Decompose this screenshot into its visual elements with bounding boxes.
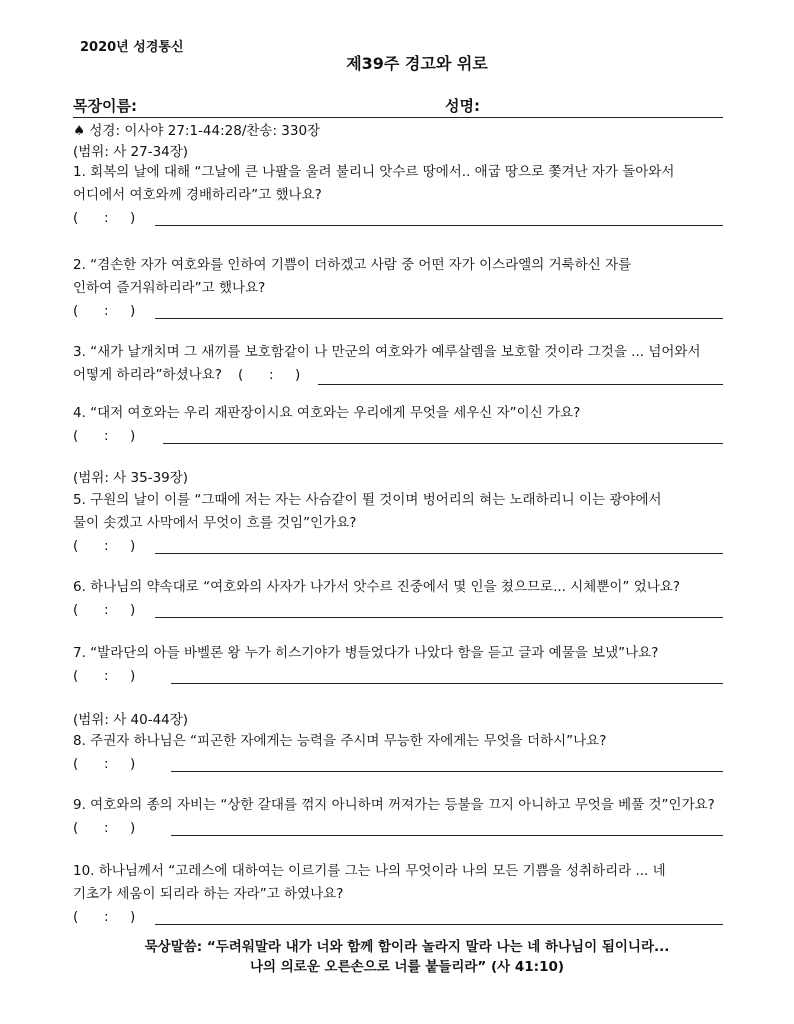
answer-reference-field[interactable]: ( : ) (73, 602, 136, 618)
question-text: 6. 하나님의 약속대로 “여호와의 사자가 나가서 앗수르 진중에서 몇 인을 쳤으므로... 시체뿐이” 었나요? (73, 579, 681, 595)
question-7 (73, 642, 723, 688)
answer-line[interactable] (318, 384, 723, 385)
answer-reference-field[interactable]: ( : ) (73, 210, 136, 226)
question-text: 7. “발라단의 아들 바벨론 왕 누가 히스기야가 병들었다가 나았다 함을 듣고 글과 예물을 보냈”나요? (73, 645, 659, 661)
question-text: 5. 구원의 날이 이를 “그때에 저는 자는 사슴같이 뛸 것이며 벙어리의 혀는 노래하리니 이는 광야에서 (73, 492, 662, 508)
question-text: 기초가 세움이 되리라 하는 자라”고 하였나요? (73, 886, 344, 902)
answer-reference-field[interactable]: ( : ) (73, 428, 136, 444)
question-6 (73, 576, 723, 622)
answer-line[interactable] (171, 771, 723, 772)
answer-row (73, 425, 723, 448)
question-8 (73, 730, 723, 776)
question-3 (73, 341, 723, 387)
answer-reference-field[interactable]: ( : ) (73, 303, 136, 319)
answer-row (73, 207, 723, 230)
question-text: 인하여 즐거워하리라”고 했나요? (73, 280, 266, 296)
answer-row (73, 906, 723, 929)
question-9 (73, 794, 723, 840)
question-4 (73, 402, 723, 448)
answer-row (73, 753, 723, 776)
question-text: 어떻게 하리라”하셨나요? (73, 367, 222, 383)
answer-line[interactable] (155, 553, 723, 554)
question-text: 물이 솟겠고 사막에서 무엇이 흐를 것임”인가요? (73, 515, 357, 531)
section-range-1: (범위: 사 27-34장) (73, 144, 189, 160)
answer-row (73, 599, 723, 622)
section-range-3: (범위: 사 40-44장) (73, 712, 189, 728)
question-text: 10. 하나님께서 “고레스에 대하여는 이르기를 그는 나의 무엇이라 나의 모든 기쁨을 성취하리라 ... 네 (73, 863, 666, 879)
answer-row (73, 665, 723, 688)
group-name-label: 목장이름: (73, 97, 137, 115)
question-text: 9. 여호와의 종의 자비는 “상한 갈대를 꺾지 아니하며 꺼져가는 등불을 끄지 아니하고 무엇을 베풀 것”인가요? (73, 797, 715, 813)
corner-label: 2020년 성경통신 (80, 40, 184, 55)
answer-reference-field[interactable]: ( : ) (73, 538, 136, 554)
question-10 (73, 860, 723, 929)
meditation-verse (0, 937, 794, 977)
answer-row (73, 817, 723, 840)
meditation-line-1: 묵상말씀: “두려워말라 내가 너와 함께 함이라 놀라지 말라 나는 네 하나님이 됨이니라... (144, 939, 670, 955)
section-range-2: (범위: 사 35-39장) (73, 470, 189, 486)
answer-reference-field[interactable]: ( : ) (73, 756, 136, 772)
question-text: 2. “겸손한 자가 여호와를 인하여 기쁨이 더하겠고 사람 중 어떤 자가 이스라엘의 거룩하신 자를 (73, 257, 632, 273)
scripture-line: ♠ 성경: 이사야 27:1-44:28/찬송: 330장 (73, 123, 321, 139)
answer-reference-field[interactable]: ( : ) (73, 820, 136, 836)
question-text-with-answer (73, 364, 723, 387)
answer-line[interactable] (155, 225, 723, 226)
answer-line[interactable] (155, 318, 723, 319)
question-text: 3. “새가 날개치며 그 새끼를 보호함같이 나 만군의 여호와가 예루살렘을 보호할 것이라 그것을 ... 넘어와서 (73, 344, 701, 360)
name-label: 성명: (445, 97, 480, 115)
question-2 (73, 254, 723, 323)
answer-reference-field[interactable]: ( : ) (73, 668, 136, 684)
answer-row (73, 300, 723, 323)
question-text: 8. 주권자 하나님은 “피곤한 자에게는 능력을 주시며 무능한 자에게는 무엇을 더하시”나요? (73, 733, 607, 749)
answer-line[interactable] (155, 617, 723, 618)
answer-line[interactable] (155, 924, 723, 925)
answer-reference-field[interactable]: ( : ) (73, 909, 136, 925)
answer-reference-field[interactable]: ( : ) (238, 367, 301, 383)
question-1 (73, 161, 723, 230)
answer-line[interactable] (171, 683, 723, 684)
page-title: 제39주 경고와 위로 (346, 54, 488, 73)
question-text: 4. “대저 여호와는 우리 재판장이시요 여호와는 우리에게 무엇을 세우신 자”이신 가요? (73, 405, 581, 421)
answer-line[interactable] (171, 835, 723, 836)
question-text: 1. 회복의 날에 대해 “그날에 큰 나팔을 울려 불리니 앗수르 땅에서.. 애굽 땅으로 쫓겨난 자가 돌아와서 (73, 164, 675, 180)
answer-row (73, 535, 723, 558)
name-row (73, 95, 723, 118)
meditation-line-2: 나의 의로운 오른손으로 너를 붙들리라” (사 41:10) (249, 959, 565, 975)
question-text: 어디에서 여호와께 경배하리라”고 했나요? (73, 187, 322, 203)
answer-line[interactable] (163, 443, 723, 444)
question-5 (73, 489, 723, 558)
